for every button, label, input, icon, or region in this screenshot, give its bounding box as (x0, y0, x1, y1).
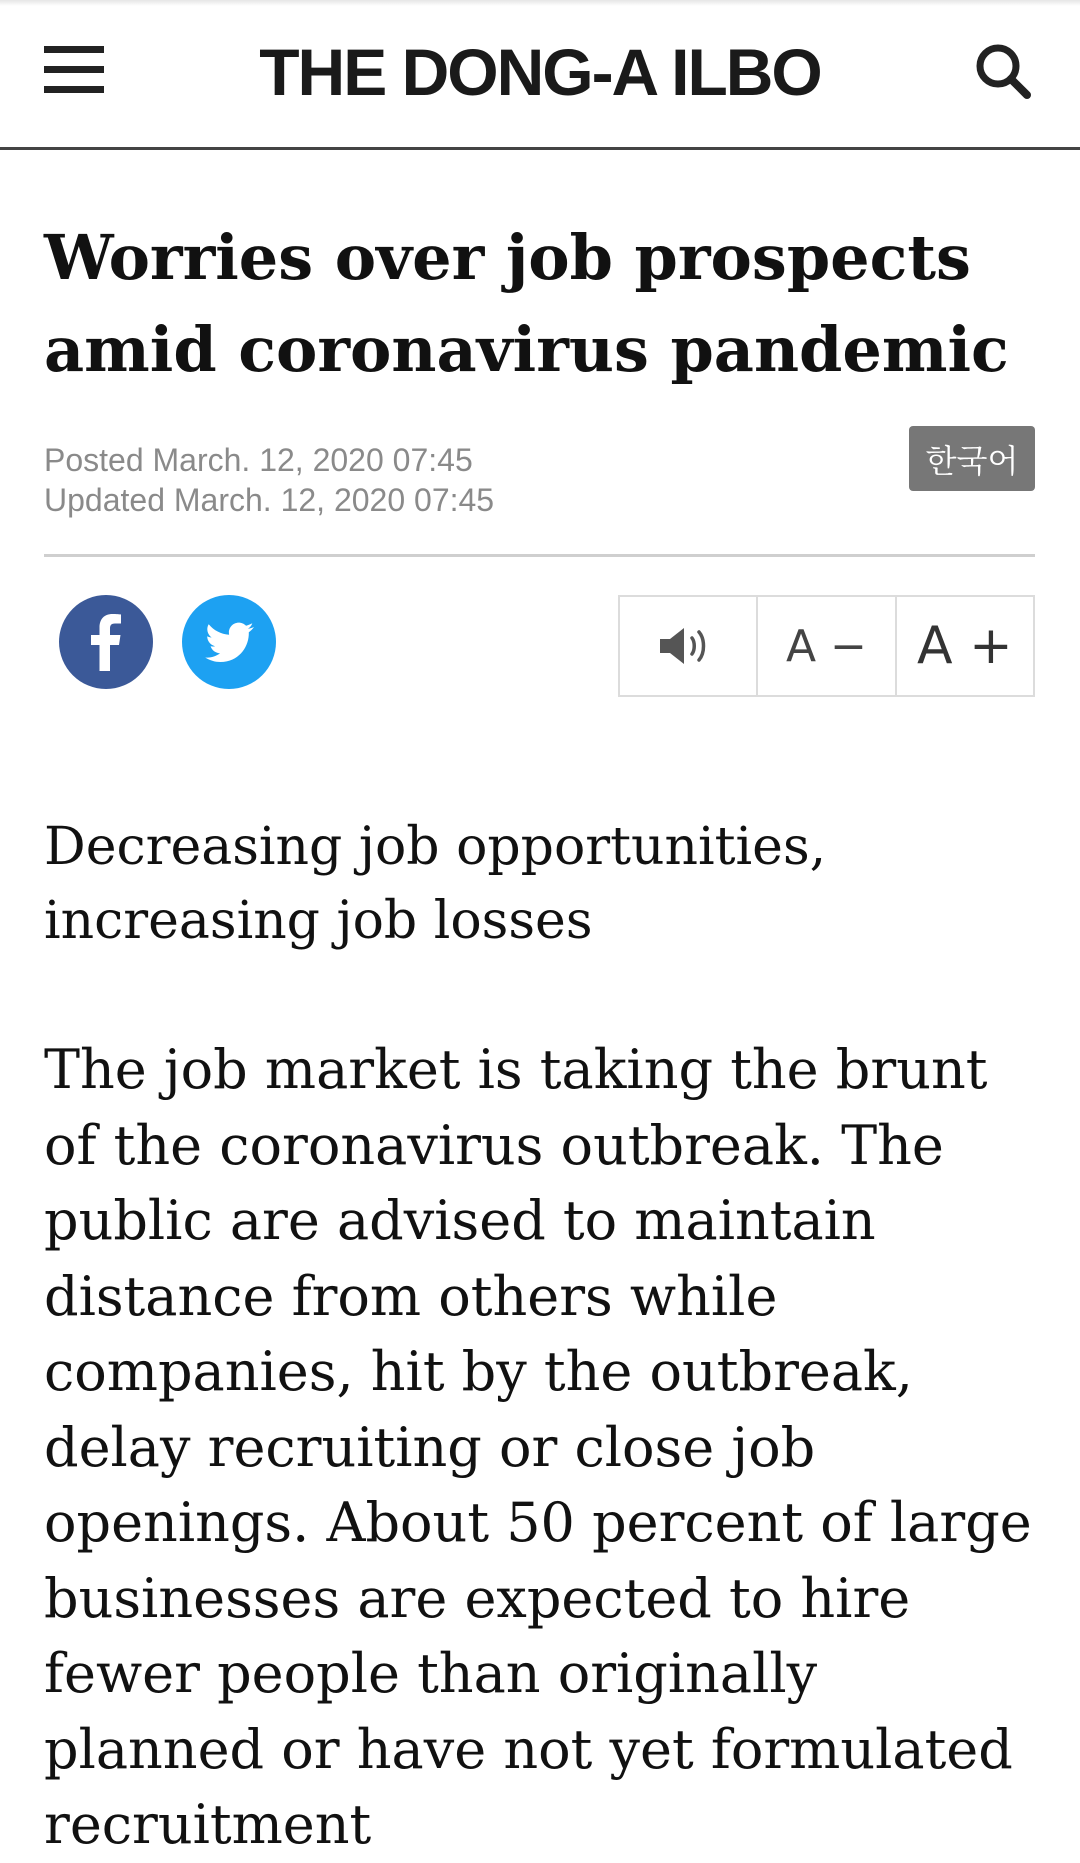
search-icon-svg (974, 42, 1034, 102)
twitter-share-button[interactable] (182, 595, 276, 689)
posted-date: Posted March. 12, 2020 07:45 (44, 442, 473, 478)
site-header (0, 0, 1080, 150)
font-decrease-button[interactable]: A − (758, 597, 896, 695)
subheading-line-1: Decreasing job opportunities, (44, 817, 827, 877)
divider (44, 554, 1035, 557)
korean-language-button[interactable]: 한국어 (909, 426, 1035, 491)
facebook-icon (59, 595, 153, 689)
article-subheading (44, 810, 1044, 958)
site-logo[interactable]: THE DONG-A ILBO (259, 35, 821, 109)
facebook-share-button[interactable] (59, 595, 153, 689)
updated-date: Updated March. 12, 2020 07:45 (44, 482, 495, 518)
search-icon[interactable] (974, 42, 1034, 102)
font-increase-button[interactable]: A + (916, 616, 1013, 676)
subheading-line-2: increasing job losses (44, 891, 593, 951)
speaker-icon (658, 624, 718, 668)
read-aloud-button[interactable] (620, 597, 758, 695)
article-body: The job market is taking the brunt of the coronavirus outbreak. The public are advised to maintain distance from others while companies, hit by the outbreak, delay recruiting or close job openings. About 50 percent of large businesses are expected to hire fewer people than originally planned or have not yet formulated recruitment (44, 1038, 1032, 1856)
article-tools (618, 595, 1035, 697)
article-title: Worries over job prospects amid coronavirus pandemic (44, 221, 1009, 386)
article-dates (44, 440, 494, 520)
twitter-icon (182, 595, 276, 689)
